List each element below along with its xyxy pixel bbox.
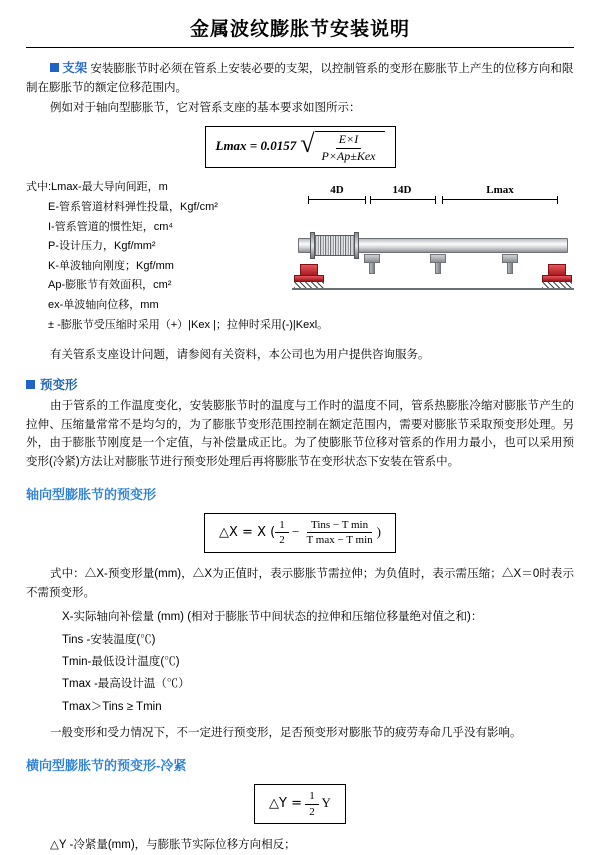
legend-item: 式中:Lmax-最大导向间距，m — [26, 181, 168, 194]
bracket-section-head — [26, 58, 574, 97]
lateral-half-fraction — [305, 790, 319, 818]
guide-leg — [507, 262, 513, 274]
legend-item: I-管系管道的惯性矩，cm⁴ — [48, 220, 174, 233]
axial-temp-denominator: T max − T min — [306, 534, 373, 547]
lateral-formula-block — [26, 784, 574, 824]
axial-formula-rhs: ) — [376, 523, 381, 539]
legend-item: ± -膨胀节受压缩时采用（+）|Kex |；拉伸时采用(-)|Kexl。 — [48, 318, 329, 331]
axial-temp-fraction — [303, 519, 377, 547]
axial-variable-list — [26, 606, 574, 718]
axial-temp-numerator: Tins − T min — [307, 519, 372, 534]
bracket-section-body: 安装膨胀节时必须在管系上安装必要的支架，以控制管系的变形在膨胀节上产生的位移方向和限制在膨胀节的额定位移范围内。 — [26, 63, 574, 94]
anchor-hatching — [542, 281, 572, 288]
lateral-predeform-heading: 横向型膨胀节的预变形-冷紧 — [26, 757, 187, 773]
axial-half-numerator: 1 — [275, 519, 289, 534]
axial-variable-item: Tmax＞Tins ≥ Tmin — [62, 700, 162, 713]
axial-minus-sign: − — [291, 523, 300, 539]
lmax-fraction — [319, 133, 379, 164]
lateral-formula-lhs: △Y = — [269, 795, 303, 811]
guide-leg — [435, 262, 441, 274]
lateral-formula-explain: △Y -冷紧量(mm)，与膨胀节实际位移方向相反； — [50, 839, 296, 852]
blue-square-bullet-icon — [50, 63, 59, 72]
axial-variable-item: Tmax -最高设计温（℃） — [62, 678, 190, 691]
piping-support-diagram — [292, 184, 574, 304]
blue-square-bullet-icon — [26, 380, 35, 389]
symbol-legend — [26, 178, 329, 335]
lmax-numerator: E×I — [336, 133, 361, 149]
lmax-denominator: P×Ap±Kex — [321, 148, 376, 163]
dimension-lmax-label: Lmax — [486, 184, 514, 197]
dimension-14d-label: 14D — [392, 184, 412, 197]
anchor-hatching — [294, 281, 324, 288]
axial-half-fraction — [275, 519, 289, 547]
sqrt-icon: √ — [300, 128, 315, 158]
bracket-example-text: 例如对于轴向型膨胀节，它对管系支座的基本要求如图所示： — [50, 102, 361, 115]
anchor-support-right — [542, 264, 572, 288]
dimension-row — [292, 184, 574, 202]
axial-variable-item: X-实际轴向补偿量 (mm) (相对于膨胀节中间状态的拉伸和压缩位移量绝对值之和)： — [62, 611, 483, 624]
legend-item: P-设计压力，Kgf/mm² — [48, 240, 156, 253]
anchor-support-left — [294, 264, 324, 288]
axial-formula — [204, 513, 396, 553]
pipe-guide-3 — [502, 254, 518, 274]
pipe-guide-2 — [430, 254, 446, 274]
legend-item: Ap-膨胀节有效面积，cm² — [48, 279, 172, 292]
dimension-lmax-line — [442, 199, 558, 200]
predeform-section-head — [26, 375, 574, 393]
sqrt-radicand — [315, 131, 385, 164]
lateral-half-denominator: 2 — [309, 805, 315, 818]
title-divider — [26, 47, 574, 48]
pipe-assembly — [292, 208, 574, 300]
lmax-formula-block — [26, 126, 574, 169]
page-title: 金属波纹膨胀节安装说明 — [189, 19, 410, 40]
axial-formula-lhs: △X = X ( — [219, 524, 276, 540]
dimension-4d-label: 4D — [330, 184, 344, 197]
bellows-expansion-joint — [314, 235, 356, 256]
bellows-right-cap — [354, 232, 359, 259]
predeform-section-label: 预变形 — [40, 378, 78, 393]
sqrt-group — [300, 128, 384, 164]
lateral-formula-rhs: Y — [321, 794, 331, 810]
axial-variable-item: Tins -安装温度(℃) — [62, 633, 156, 646]
axial-formula-explain: 式中：△X-预变形量(mm)，△X为正值时，表示膨胀节需拉伸；为负值时，表示需压缩；△X＝0时表示不需预变形。 — [26, 567, 574, 599]
axial-note: 一般变形和受力情况下，不一定进行预变形，足否预变形对膨胀节的疲劳寿命几乎没有影响。 — [50, 727, 522, 740]
axial-formula-block — [26, 513, 574, 553]
axial-predeform-heading: 轴向型膨胀节的预变形 — [26, 486, 157, 502]
axial-half-denominator: 2 — [279, 534, 285, 547]
document-page — [0, 14, 600, 852]
axial-variable-item: Tmin-最低设计温度(℃) — [62, 655, 180, 668]
bracket-section-label: 支架 — [62, 61, 88, 75]
dimension-14d-line — [370, 199, 436, 200]
lateral-half-numerator: 1 — [305, 790, 319, 805]
support-design-note: 有关管系支座设计问题，请参阅有关资料，本公司也为用户提供咨询服务。 — [50, 349, 430, 362]
legend-item: E-管系管道材料弹性投量，Kgf/cm² — [48, 201, 218, 214]
guide-leg — [369, 262, 375, 274]
legend-and-drawing — [26, 178, 574, 346]
legend-item: ex-单波轴向位移，mm — [48, 298, 159, 311]
lateral-formula — [254, 784, 346, 824]
ground-line — [292, 288, 574, 290]
lmax-formula-lhs: Lmax = 0.0157 — [215, 138, 297, 154]
dimension-4d-line — [308, 199, 366, 200]
lmax-formula — [205, 126, 396, 169]
pipe-guide-1 — [364, 254, 380, 274]
predeform-section-body: 由于管系的工作温度变化，安装膨胀节时的温度与工作时的温度不同，管系热膨胀冷缩对膨胀节产生的拉伸、压缩量常常不是均匀的，为了膨胀节变形范围控制在额定范围内，需要对膨胀节采取预变形处理。另外，由于膨胀节刚度是一个定值，与补偿量成正比。为了使膨胀节位移对管系的作用力最小，也可以采用预变形(冷紧)方法让对膨胀节进行预变形处理后再将膨胀节在变形状态下安装在管系中。 — [26, 400, 574, 468]
legend-item: K-单波轴向刚度；Kgf/mm — [48, 259, 174, 272]
